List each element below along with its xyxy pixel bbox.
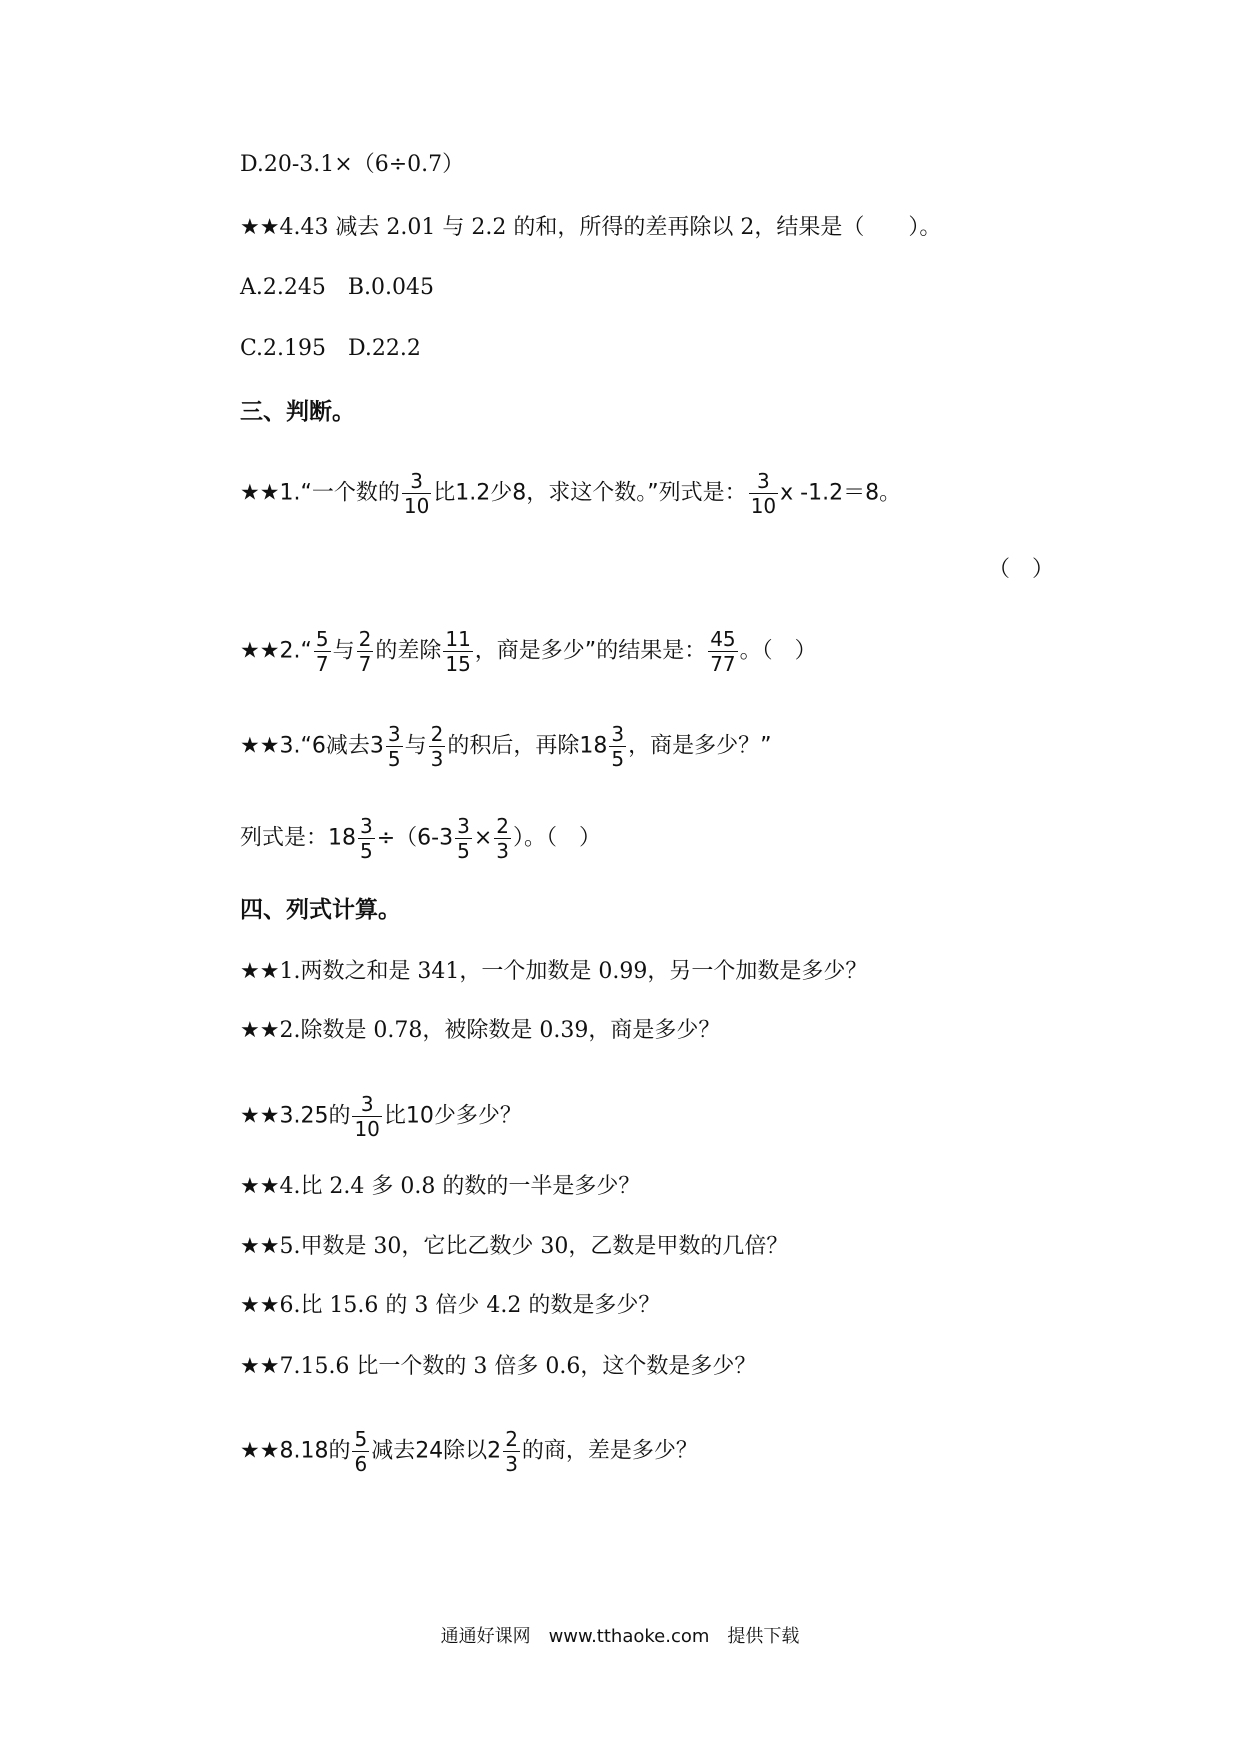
s4-q3 (240, 1093, 522, 1140)
denominator: 7 (315, 652, 329, 676)
s3-q2-p4: ，商是多少”的结果是： (474, 638, 707, 664)
s3-q1-p1: 1.“一个数的 (279, 480, 400, 506)
numerator: 3 (360, 814, 373, 838)
fraction (358, 815, 375, 862)
section3-heading: 三、判断。 (240, 398, 355, 425)
difficulty-stars: ★★ (240, 480, 280, 506)
difficulty-stars: ★★ (240, 1234, 280, 1259)
difficulty-stars: ★★ (240, 215, 280, 240)
s4-q6 (240, 1291, 660, 1321)
s4-q7-text: 7.15.6 比一个数的 3 倍多 0.6，这个数是多少？ (279, 1354, 757, 1379)
fraction (402, 470, 431, 517)
s3-q1-p2: 比1.2少8，求这个数。”列式是： (433, 480, 747, 506)
section4-heading: 四、列式计算。 (240, 896, 401, 923)
denominator: 5 (611, 747, 625, 771)
s4-q8-p1: 8.18的 (279, 1438, 351, 1464)
difficulty-stars: ★★ (240, 1174, 280, 1199)
difficulty-stars: ★★ (240, 959, 280, 984)
numerator: 3 (410, 469, 423, 493)
s3-q3-p3: 的积后，再除18 (447, 733, 608, 759)
s3-q1-p3: x -1.2＝8。 (780, 480, 902, 506)
denominator: 7 (358, 652, 372, 676)
denominator: 10 (750, 494, 777, 518)
fraction (443, 628, 472, 675)
difficulty-stars: ★★ (240, 1293, 280, 1318)
fraction (314, 628, 331, 675)
numerator: 2 (430, 722, 444, 746)
s3-q3-line2 (240, 815, 601, 862)
numerator: 2 (496, 814, 510, 838)
s3-q2 (240, 628, 817, 675)
s4-q3-p1: 3.25的 (279, 1103, 351, 1129)
numerator: 5 (315, 627, 329, 651)
s2-q4-options-2: C.2.195 D.22.2 (240, 336, 421, 361)
s4-q8-p2: 减去24除以2 (371, 1438, 502, 1464)
s4-q2 (240, 1016, 720, 1046)
denominator: 77 (710, 652, 736, 676)
s4-q8-p3: 的商，差是多少？ (521, 1438, 698, 1464)
denominator: 10 (354, 1117, 380, 1141)
numerator: 45 (710, 627, 736, 651)
s4-q5 (240, 1232, 788, 1262)
fraction (749, 470, 778, 517)
difficulty-stars: ★★ (240, 1018, 280, 1043)
fraction (609, 723, 626, 770)
s3-q3-p4: ，商是多少？” (628, 733, 772, 759)
s3-q3-p2: 与 (404, 733, 427, 759)
numerator: 2 (505, 1427, 518, 1451)
fraction (352, 1093, 381, 1140)
s3-q3-line2-p3: × (473, 825, 493, 851)
s4-q4-text: 4.比 2.4 多 0.8 的数的一半是多少？ (279, 1174, 641, 1199)
s4-q3-p2: 比10少多少？ (383, 1103, 522, 1129)
denominator: 3 (505, 1452, 518, 1476)
numerator: 11 (445, 627, 471, 651)
s4-q8 (240, 1428, 698, 1475)
s3-q3-p1: 3.“6减去3 (279, 733, 384, 759)
s4-q1-text: 1.两数之和是 341，一个加数是 0.99，另一个加数是多少？ (279, 959, 868, 984)
s4-q7 (240, 1352, 756, 1382)
s2-q4 (240, 213, 941, 243)
fraction (708, 628, 737, 675)
fraction (494, 815, 511, 862)
numerator: 2 (358, 627, 372, 651)
numerator: 3 (457, 814, 470, 838)
numerator: 3 (360, 1092, 374, 1116)
s3-q2-p1: 2.“ (279, 638, 312, 664)
denominator: 3 (430, 747, 444, 771)
s4-q2-text: 2.除数是 0.78，被除数是 0.39，商是多少？ (279, 1018, 721, 1043)
difficulty-stars: ★★ (240, 1103, 280, 1129)
s4-q5-text: 5.甲数是 30，它比乙数少 30，乙数是甲数的几倍？ (279, 1234, 789, 1259)
s3-q1 (240, 470, 901, 517)
s3-q3-line2-p4: ）。（ ） (513, 825, 602, 851)
fraction (352, 1428, 369, 1475)
s3-q3 (240, 723, 771, 770)
s3-q3-line2-p1: 列式是：18 (240, 825, 356, 851)
difficulty-stars: ★★ (240, 638, 280, 664)
s3-q1-answer-bracket: （ ） (988, 557, 1055, 582)
denominator: 5 (360, 839, 373, 863)
difficulty-stars: ★★ (240, 1438, 280, 1464)
difficulty-stars: ★★ (240, 1354, 280, 1379)
q3-option-d: D.20-3.1×（6÷0.7） (240, 152, 465, 177)
s3-q2-p2: 与 (332, 638, 355, 664)
difficulty-stars: ★★ (240, 733, 280, 759)
s2-q4-text: 4.43 减去 2.01 与 2.2 的和，所得的差再除以 2，结果是（ ）。 (279, 215, 942, 240)
fraction (503, 1428, 520, 1475)
denominator: 15 (445, 652, 471, 676)
numerator: 3 (387, 722, 401, 746)
denominator: 5 (457, 839, 470, 863)
denominator: 5 (387, 747, 401, 771)
fraction (455, 815, 472, 862)
s4-q4 (240, 1172, 640, 1202)
page-footer: 通通好课网 www.tthaoke.com 提供下载 (440, 1626, 800, 1647)
fraction (429, 723, 446, 770)
numerator: 5 (354, 1427, 368, 1451)
numerator: 3 (757, 469, 770, 493)
fraction (386, 723, 403, 770)
s3-q3-line2-p2: ÷（6-3 (376, 825, 454, 851)
s2-q4-options-1: A.2.245 B.0.045 (240, 275, 435, 300)
s4-q6-text: 6.比 15.6 的 3 倍少 4.2 的数是多少？ (279, 1293, 661, 1318)
s3-q2-p3: 的差除 (375, 638, 442, 664)
denominator: 6 (354, 1452, 368, 1476)
denominator: 3 (496, 839, 510, 863)
s3-q2-p5: 。（ ） (739, 638, 817, 664)
s4-q1 (240, 957, 867, 987)
numerator: 3 (611, 722, 625, 746)
fraction (357, 628, 374, 675)
denominator: 10 (403, 494, 430, 518)
